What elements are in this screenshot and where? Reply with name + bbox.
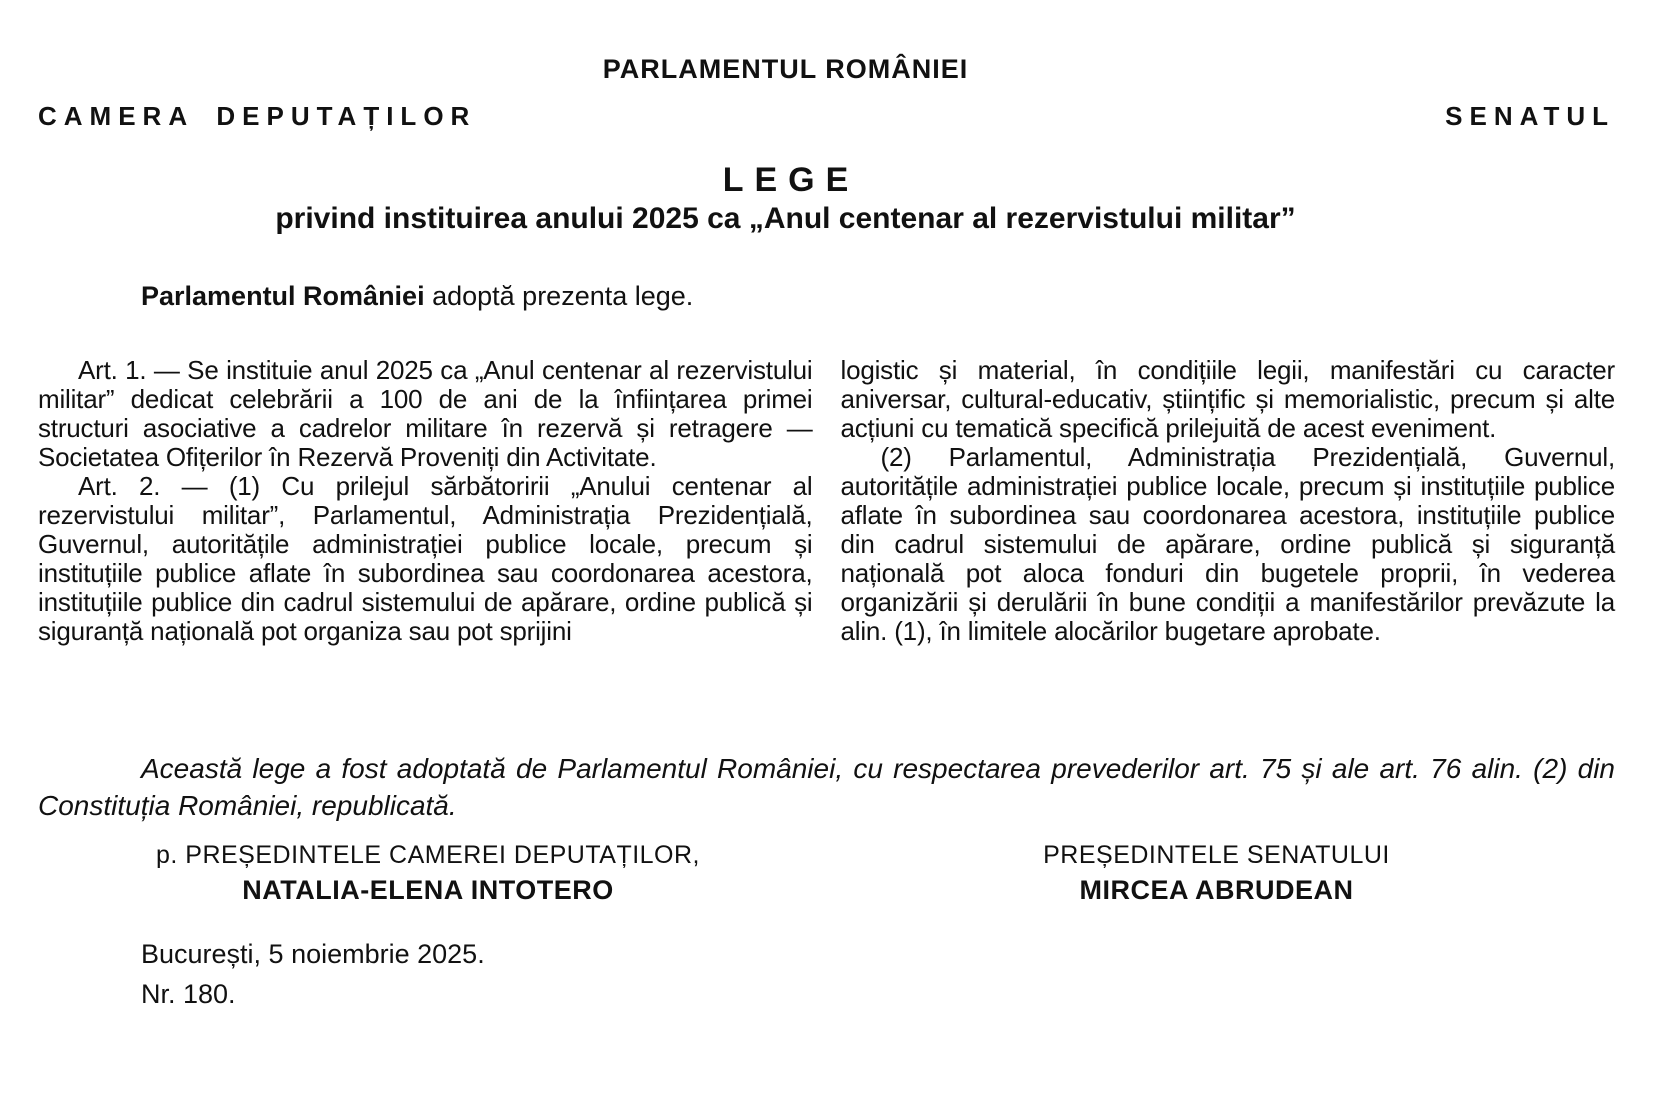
right-column — [841, 356, 1616, 690]
senate-president-role: PREȘEDINTELE SENATULUI — [1043, 841, 1390, 869]
intro-lead: Parlamentul României — [141, 281, 425, 311]
article-2-paragraph: Art. 2. — (1) Cu prilejul sărbătoririi „Anului centenar al rezervistului militar”, Parlamentul, Administrația Prezidențială, Guvernul, autoritățile administrației publice locale, precum și instituțiile publice aflate în subordinea sau coordonarea acestora, instituțiile publice din cadrul sistemului de apărare, ordine publică și siguranță națională pot organiza sau pot sprijini — [38, 471, 813, 646]
place-and-date: București, 5 noiembrie 2025. — [141, 939, 485, 969]
senate-label: SENATUL — [1445, 101, 1615, 131]
signature-senate — [818, 840, 1615, 906]
left-column — [38, 356, 813, 690]
parliament-title: PARLAMENTUL ROMÂNIEI — [602, 54, 969, 84]
intro-paragraph — [38, 280, 1615, 312]
chamber-deputies-label: CAMERA DEPUTAȚILOR — [38, 101, 477, 131]
article-2-alin-2-paragraph: (2) Parlamentul, Administrația Prezidențială, Guvernul, autoritățile administrației publice locale, precum și instituțiile publice aflate în subordinea sau coordonarea acestora, instituțiile publice din cadrul sistemului de apărare, ordine publică și siguranță națională pot aloca fonduri din bugetele proprii, în vederea organizării și derulării în bune condiții a manifestărilor prevăzute la alin. (1), în limitele alocărilor bugetare aprobate. — [840, 442, 1615, 646]
law-heading — [38, 160, 1533, 238]
law-title: LEGE — [722, 161, 860, 199]
deputies-president-role: p. PREȘEDINTELE CAMEREI DEPUTAȚILOR, — [155, 841, 701, 869]
law-subtitle: privind instituirea anului 2025 ca „Anul centenar al rezervistului militar” — [275, 202, 1296, 235]
senate-president-name: MIRCEA ABRUDEAN — [1079, 875, 1354, 905]
signatures-row — [38, 840, 1615, 906]
chambers-row — [38, 100, 1615, 132]
deputies-president-name: NATALIA-ELENA INTOTERO — [242, 875, 614, 905]
signature-deputies — [38, 840, 818, 906]
adoption-note: Această lege a fost adoptată de Parlamentul României, cu respectarea prevederilor art. 75 și ale art. 76 alin. (2) din Constituția României, republicată. — [38, 753, 1615, 821]
law-number: Nr. 180. — [141, 979, 236, 1009]
article-1-paragraph: Art. 1. — Se instituie anul 2025 ca „Anul centenar al rezervistului militar” dedicat celebrării a 100 de ani de la înființarea primei structuri asociative a cadrelor militare în rezervă și retragere — Societatea Ofițerilor în Rezervă Proveniți din Activitate. — [38, 355, 813, 472]
parliament-header — [38, 54, 1533, 84]
body-columns — [38, 356, 1615, 690]
article-2-continuation-paragraph: logistic și material, în condițiile legii, manifestări cu caracter aniversar, cultural-educativ, științific și memorialistic, precum și alte acțiuni cu tematică specifică prilejuită de acest eveniment. — [840, 355, 1615, 443]
intro-rest: adoptă prezenta lege. — [424, 281, 694, 311]
